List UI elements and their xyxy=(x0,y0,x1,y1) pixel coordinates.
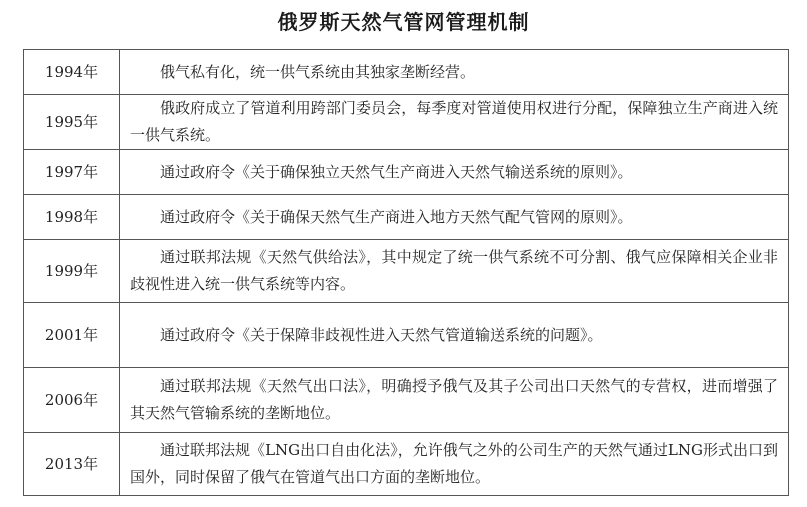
year-cell: 1999年 xyxy=(24,240,120,303)
description-cell: 通过政府令《关于确保独立天然气生产商进入天然气输送系统的原则》。 xyxy=(120,150,789,195)
year-cell: 2013年 xyxy=(24,433,120,496)
page-title: 俄罗斯天然气管网管理机制 xyxy=(277,10,530,34)
description-cell: 通过联邦法规《LNG出口自由化法》，允许俄气之外的公司生产的天然气通过LNG形式出口到国外，同时保留了俄气在管道气出口方面的垄断地位。 xyxy=(120,433,789,496)
table-row xyxy=(24,50,789,95)
timeline-table xyxy=(23,49,789,496)
year-cell: 1995年 xyxy=(24,95,120,150)
table-row xyxy=(24,433,789,496)
table-row xyxy=(24,195,789,240)
description-cell: 通过政府令《关于保障非歧视性进入天然气管道输送系统的问题》。 xyxy=(120,303,789,368)
year-cell: 2001年 xyxy=(24,303,120,368)
year-cell: 1994年 xyxy=(24,50,120,95)
year-cell: 1997年 xyxy=(24,150,120,195)
table-row xyxy=(24,95,789,150)
description-cell: 俄政府成立了管道利用跨部门委员会，每季度对管道使用权进行分配，保障独立生产商进入统一供气系统。 xyxy=(120,95,789,150)
year-cell: 2006年 xyxy=(24,368,120,433)
table-row xyxy=(24,240,789,303)
description-cell: 通过联邦法规《天然气供给法》，其中规定了统一供气系统不可分割、俄气应保障相关企业非歧视性进入统一供气系统等内容。 xyxy=(120,240,789,303)
description-cell: 通过政府令《关于确保天然气生产商进入地方天然气配气管网的原则》。 xyxy=(120,195,789,240)
table-row xyxy=(24,303,789,368)
year-cell: 1998年 xyxy=(24,195,120,240)
description-cell: 俄气私有化，统一供气系统由其独家垄断经营。 xyxy=(120,50,789,95)
table-row xyxy=(24,150,789,195)
description-cell: 通过联邦法规《天然气出口法》，明确授予俄气及其子公司出口天然气的专营权，进而增强了其天然气管输系统的垄断地位。 xyxy=(120,368,789,433)
table-row xyxy=(24,368,789,433)
